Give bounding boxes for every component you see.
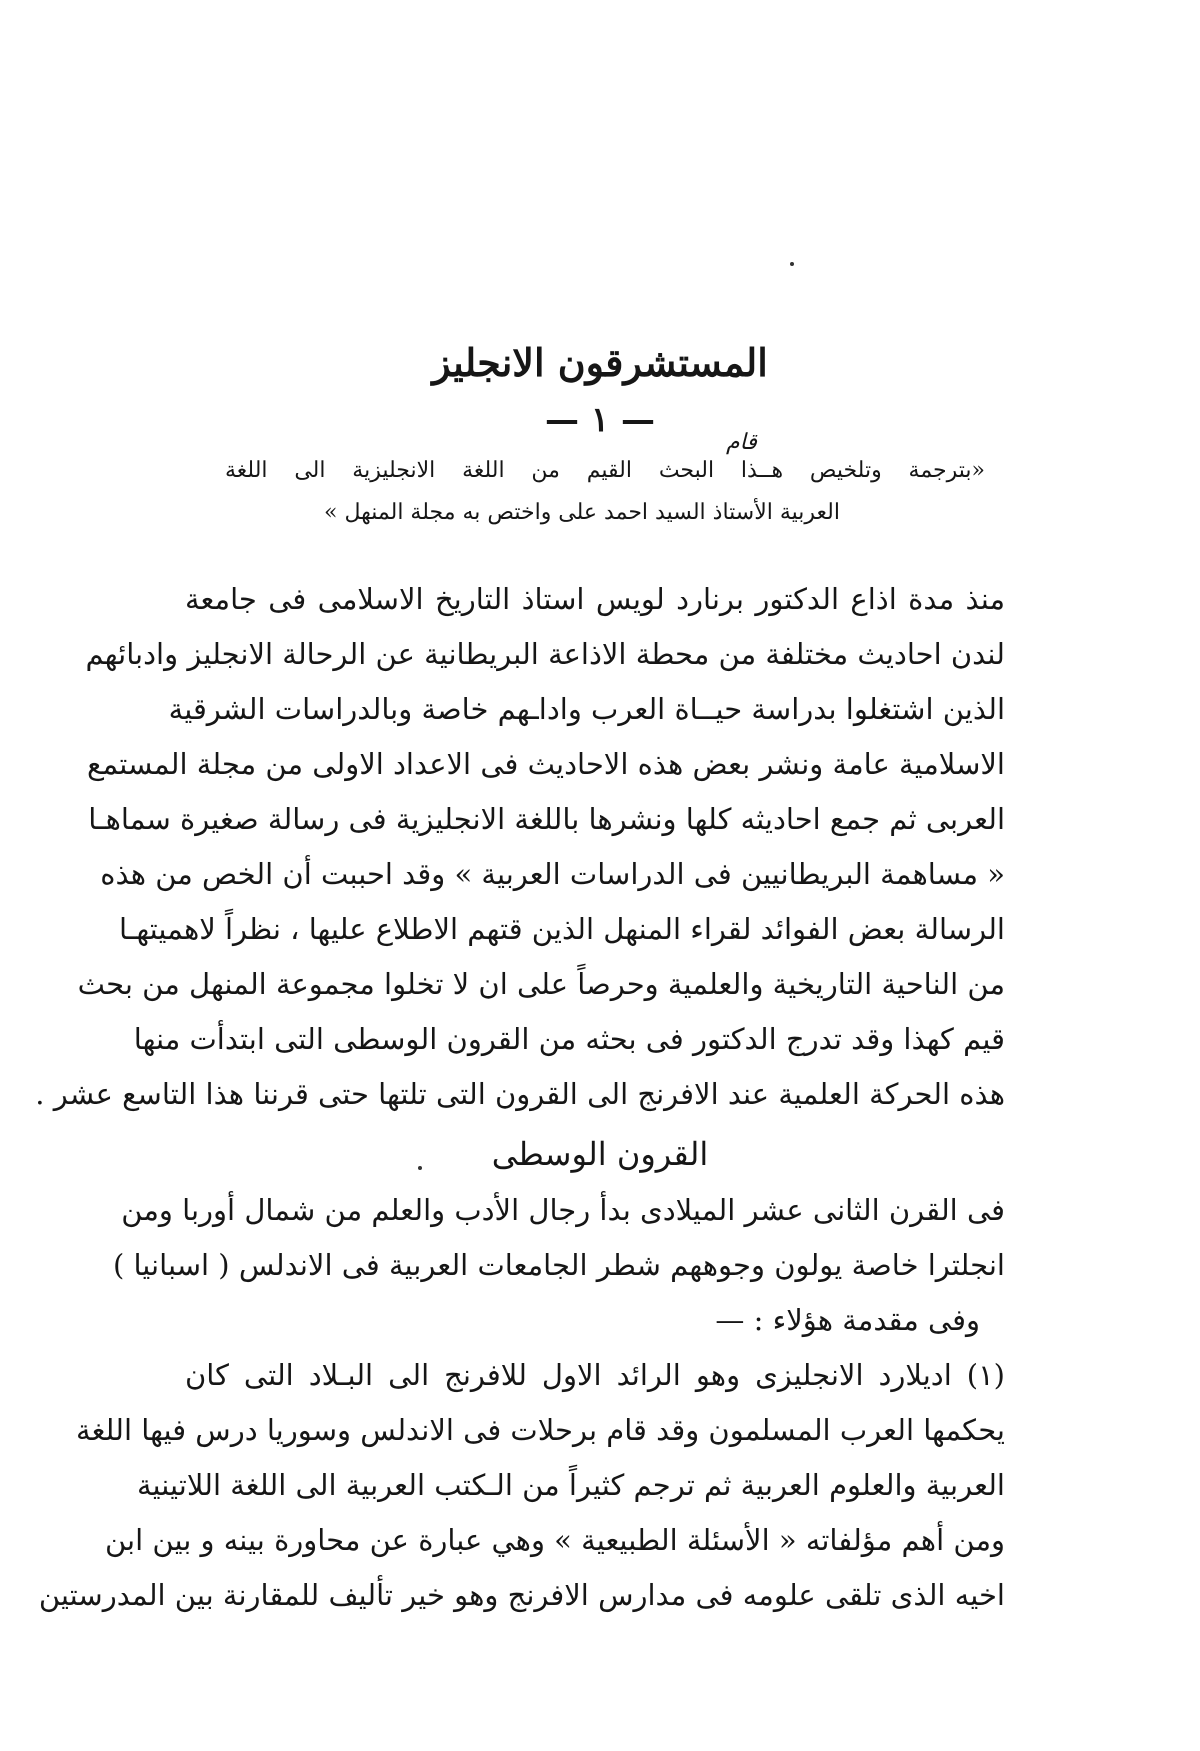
paragraph-2-line-3: وفى مقدمة هؤلاء : — (715, 1303, 980, 1337)
scan-speck (790, 262, 794, 266)
paragraph-1-line-9: قيم كهذا وقد تدرج الدكتور فى بحثه من القرون الوسطى التى ابتدأت منها (133, 1022, 1005, 1056)
scan-speck (418, 1166, 422, 1170)
paragraph-3-line-1: (١) اديلارد الانجليزى وهو الرائد الاول للافرنج الى البـلاد التى كان (185, 1358, 1005, 1392)
paragraph-3-line-3: العربية والعلوم العربية ثم ترجم كثيراً من الـكتب العربية الى اللغة اللاتينية (136, 1468, 1005, 1502)
paragraph-1-line-7: الرسالة بعض الفوائد لقراء المنهل الذين قتهم الاطلاع عليها ، نظراً لاهميتهـا (118, 912, 1005, 946)
paragraph-3-line-2: يحكمها العرب المسلمون وقد قام برحلات فى الاندلس وسوريا درس فيها اللغة (76, 1413, 1005, 1447)
paragraph-1-line-8: من الناحية التاريخية والعلمية وحرصاً على ان لا تخلوا مجموعة المنهل من بحث (77, 967, 1005, 1001)
intro-line-1: «بترجمة وتلخيص هــذا البحث القيم من اللغة الانجليزية الى اللغة (225, 458, 985, 483)
intro-line-2: العربية الأستاذ السيد احمد على واختص به مجلة المنهل » (324, 500, 840, 525)
paragraph-2-line-2: انجلترا خاصة يولون وجوههم شطر الجامعات العربية فى الاندلس ( اسبانيا ) (112, 1248, 1005, 1282)
paragraph-3-line-4: ومن أهم مؤلفاته « الأسئلة الطبيعية » وهي عبارة عن محاورة بينه و بين ابن (104, 1523, 1005, 1557)
article-title: المستشرقون الانجليز (432, 340, 768, 385)
paragraph-1-line-6: « مساهمة البريطانيين فى الدراسات العربية » وقد احببت أن الخص من هذه (100, 857, 1005, 891)
paragraph-1-line-3: الذين اشتغلوا بدراسة حيــاة العرب واداـهم خاصة وبالدراسات الشرقية (168, 692, 1005, 726)
paragraph-1-line-1: منذ مدة اذاع الدكتور برنارد لويس استاذ التاريخ الاسلامى فى جامعة (185, 582, 1005, 616)
paragraph-1-line-4: الاسلامية عامة ونشر بعض هذه الاحاديث فى الاعداد الاولى من مجلة المستمع (87, 747, 1005, 781)
handwritten-margin-note: قام (726, 430, 757, 455)
paragraph-2-line-1: فى القرن الثانى عشر الميلادى بدأ رجال الأدب والعلم من شمال أوربا ومن (121, 1193, 1005, 1227)
paragraph-1-line-5: العربى ثم جمع احاديثه كلها ونشرها باللغة الانجليزية فى رسالة صغيرة سماهـا (88, 802, 1005, 836)
paragraph-1-line-2: لندن احاديث مختلفة من محطة الاذاعة البريطانية عن الرحالة الانجليز وادبائهم (85, 637, 1005, 671)
paragraph-3-line-5: اخيه الذى تلقى علومه فى مدارس الافرنج وهو خير تأليف للمقارنة بين المدرستين (38, 1578, 1005, 1612)
part-number: — ١ — (545, 400, 655, 440)
section-heading: القرون الوسطى (491, 1135, 709, 1173)
paragraph-1-line-10: هذه الحركة العلمية عند الافرنج الى القرون التى تلتها حتى قرننا هذا التاسع عشر . (35, 1077, 1005, 1111)
